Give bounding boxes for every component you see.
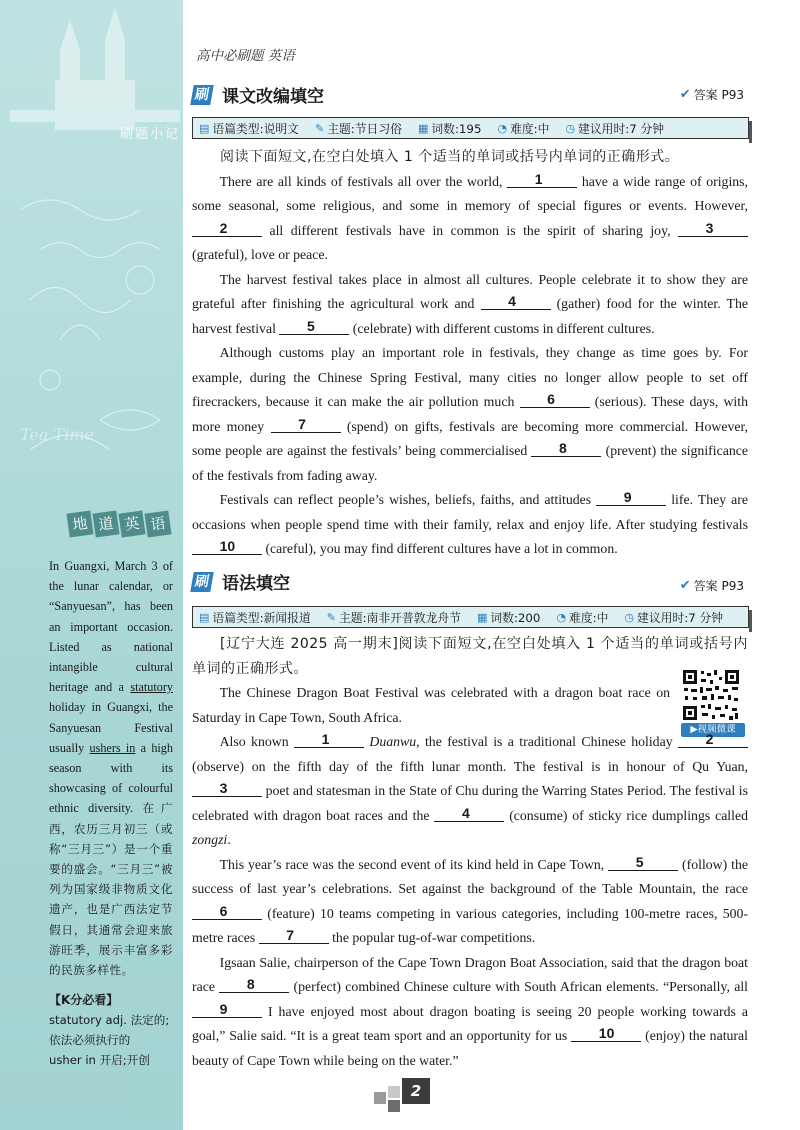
vocab-box [49, 990, 179, 1070]
note-title: 刷题小记 [119, 127, 180, 142]
church-illustration [0, 0, 183, 540]
check-icon: ✔ [679, 87, 691, 102]
check-icon: ✔ [679, 578, 691, 593]
section-title: 课文改编填空 [222, 87, 324, 107]
paragraph: The Chinese Dragon Boat Festival was celebrated with a dragon boat race on Saturday in Cape Town, South Africa. [192, 685, 670, 725]
blank-field[interactable]: 10 [571, 1025, 641, 1042]
sidebar [0, 0, 183, 1130]
answer-link[interactable] [680, 86, 744, 103]
info-time: ◷ 建议用时:7 分钟 [624, 610, 724, 625]
info-theme: ✎ 主题:节日习俗 [314, 121, 402, 136]
info-type: ▤ 语篇类型:说明文 [199, 121, 299, 136]
blank-field[interactable]: 10 [192, 538, 262, 555]
paragraph: Festivals can reflect people’s wishes, beliefs, faiths, and attitudes 9 life. They are occasions when people spend time with their family, relax and enjoy life. After studying festivals 10 (careful), you may find different cultures have a lot in common. [192, 489, 749, 556]
answer-ref: 答案 P93 [693, 579, 744, 593]
clock-icon: ◷ [624, 610, 635, 624]
sidebar-text: holiday in Guangxi, the Sanyuesan Festival usually [49, 700, 173, 755]
vocab-entry: usher in 开启;开创 [49, 1053, 150, 1067]
blank-field[interactable]: 6 [192, 903, 262, 920]
section1-heading [192, 82, 324, 107]
info-words: ▦ 词数:195 [417, 121, 482, 136]
sidebar-translation: 在广西，农历三月初三（或称“三月三”）是一个重要的盛会。“三月三”被列为国家级非物质文化遗产，也是广西法定节假日，其通常会迎来旅游旺季，展示丰富多彩的民族多样性。 [49, 801, 173, 978]
page-number: 2 [402, 1078, 430, 1104]
section2-passage [192, 632, 748, 1073]
blank-field[interactable]: 6 [520, 391, 590, 408]
paragraph: Although customs play an important role in festivals, they change as time goes by. For example, during the Chinese Spring Festival, many cities no longer allow people to set off firecrackers, because it can make the air pollution much 6 (serious). These days, with more money 7 (spend) on gifts, festivals are becoming more commercial. However, some people are against the festivals’ being commercialised 8 (prevent) the significance of the festivals from fading away. [192, 345, 748, 483]
answer-ref: 答案 P93 [693, 88, 744, 102]
info-type: ▤ 语篇类型:新闻报道 [199, 610, 311, 625]
info-time: ◷ 建议用时:7 分钟 [565, 121, 665, 136]
count-icon: ▦ [417, 121, 429, 135]
feature-char: 语 [144, 510, 171, 537]
paragraph: This year’s race was the second event of its kind held in Cape Town, 5 (follow) the success of last year’s celebrations. Set against the background of the Table Mountain, the race 6 (feature) 10 teams competing in various categories, including 100-metre races, 500-metre races 7 the popular tug-of-war competitions. [192, 853, 748, 945]
blank-field[interactable]: 1 [507, 171, 577, 188]
blank-field[interactable]: 5 [279, 318, 349, 335]
info-bar [192, 117, 749, 139]
count-icon: ▦ [476, 610, 488, 624]
gauge-icon: ◔ [497, 121, 508, 135]
section-badge: 刷 [190, 85, 214, 105]
sidebar-text: a high season with its showcasing of colourful ethnic diversity. [49, 740, 173, 816]
blank-field[interactable]: 2 [192, 220, 262, 237]
answer-link[interactable] [680, 577, 744, 594]
book-icon: ▤ [199, 610, 210, 624]
instruction: [辽宁大连 2025 高一期末]阅读下面短文,在空白处填入 1 个适当的单词或括号内单词的正确形式。 [192, 636, 748, 677]
info-theme: ✎ 主题:南非开普敦龙舟节 [326, 610, 461, 625]
blank-field[interactable]: 5 [608, 854, 678, 871]
feature-char: 英 [118, 510, 145, 537]
feature-label [68, 512, 170, 536]
info-words: ▦ 词数:200 [476, 610, 541, 625]
blank-field[interactable]: 8 [219, 976, 289, 993]
blank-field[interactable]: 7 [259, 927, 329, 944]
paragraph: There are all kinds of festivals all over the world, 1 have a wide range of origins, some seasonal, some religious, and some in memory of special figures or events. However, 2 all different festivals have in common is the spirit of sharing joy, 3 (grateful), love or peace. [192, 170, 748, 262]
gauge-icon: ◔ [556, 610, 567, 624]
paragraph: The harvest festival takes place in almost all cultures. People celebrate it to show they are grateful after finishing the agricultural work and 4 (gather) food for the winter. The harvest festival 5 (celebrate) with different customs in different cultures. [192, 271, 748, 336]
sidebar-article [49, 556, 173, 980]
blank-field[interactable]: 9 [192, 1001, 262, 1018]
vocab-usher-in: ushers in [89, 740, 136, 755]
blank-field[interactable]: 4 [481, 293, 551, 310]
blank-field[interactable]: 7 [271, 416, 341, 433]
vocab-title: 【K分必看】 [49, 993, 119, 1007]
svg-text:Tea Time: Tea Time [20, 425, 94, 444]
info-bar [192, 606, 749, 628]
feature-char: 道 [92, 510, 119, 537]
book-icon: ▤ [199, 121, 210, 135]
section1-passage [192, 145, 748, 562]
blank-field[interactable]: 2 [678, 731, 748, 748]
clock-icon: ◷ [565, 121, 576, 135]
key-icon: ✎ [314, 121, 325, 135]
section-badge: 刷 [190, 572, 214, 592]
blank-field[interactable]: 1 [294, 731, 364, 748]
vocab-entry: statutory adj. 法定的;依法必须执行的 [49, 1013, 170, 1047]
info-difficulty: ◔ 难度:中 [556, 610, 609, 625]
key-icon: ✎ [326, 610, 336, 624]
blank-field[interactable]: 3 [678, 220, 748, 237]
feature-char: 地 [66, 510, 93, 537]
paragraph: Also known 1 Duanwu, the festival is a traditional Chinese holiday 2 (observe) on the fifth day of the fifth lunar month. The festival is in honour of Qu Yuan, 3 poet and statesman in the State of Chu during the Warring States Period. The festival is celebrated with dragon boat races and the 4 (consume) of sticky rice dumplings called zongzi. [192, 731, 749, 847]
info-difficulty: ◔ 难度:中 [497, 121, 550, 136]
section2-heading [192, 569, 290, 594]
paragraph: Igsaan Salie, chairperson of the Cape Town Dragon Boat Association, said that the dragon boat race 8 (perfect) combined Chinese culture with South African elements. “Personally, all 9 I have enjoyed most about dragon boating is seeing 20 people working towards a goal,” Salie said. “It is a great team sport and an opportunity for us 10 (enjoy) the natural beauty of Cape Town while being on the water.” [192, 954, 748, 1068]
book-title: 高中必刷题 英语 [196, 48, 295, 64]
video-lesson-label[interactable]: ▶视频微课 [681, 723, 745, 737]
sidebar-text: In Guangxi, March 3 of the lunar calendar, or “Sanyuesan”, has been an important occasion. Listed as national intangible cultural heritage and a [49, 559, 173, 695]
blank-field[interactable]: 8 [531, 440, 601, 457]
blank-field[interactable]: 4 [434, 805, 504, 822]
blank-field[interactable]: 9 [596, 489, 666, 506]
instruction: 阅读下面短文,在空白处填入 1 个适当的单词或括号内单词的正确形式。 [220, 149, 680, 165]
section-title: 语法填空 [222, 574, 290, 594]
vocab-statutory: statutory [130, 680, 173, 695]
blank-field[interactable]: 3 [192, 780, 262, 797]
